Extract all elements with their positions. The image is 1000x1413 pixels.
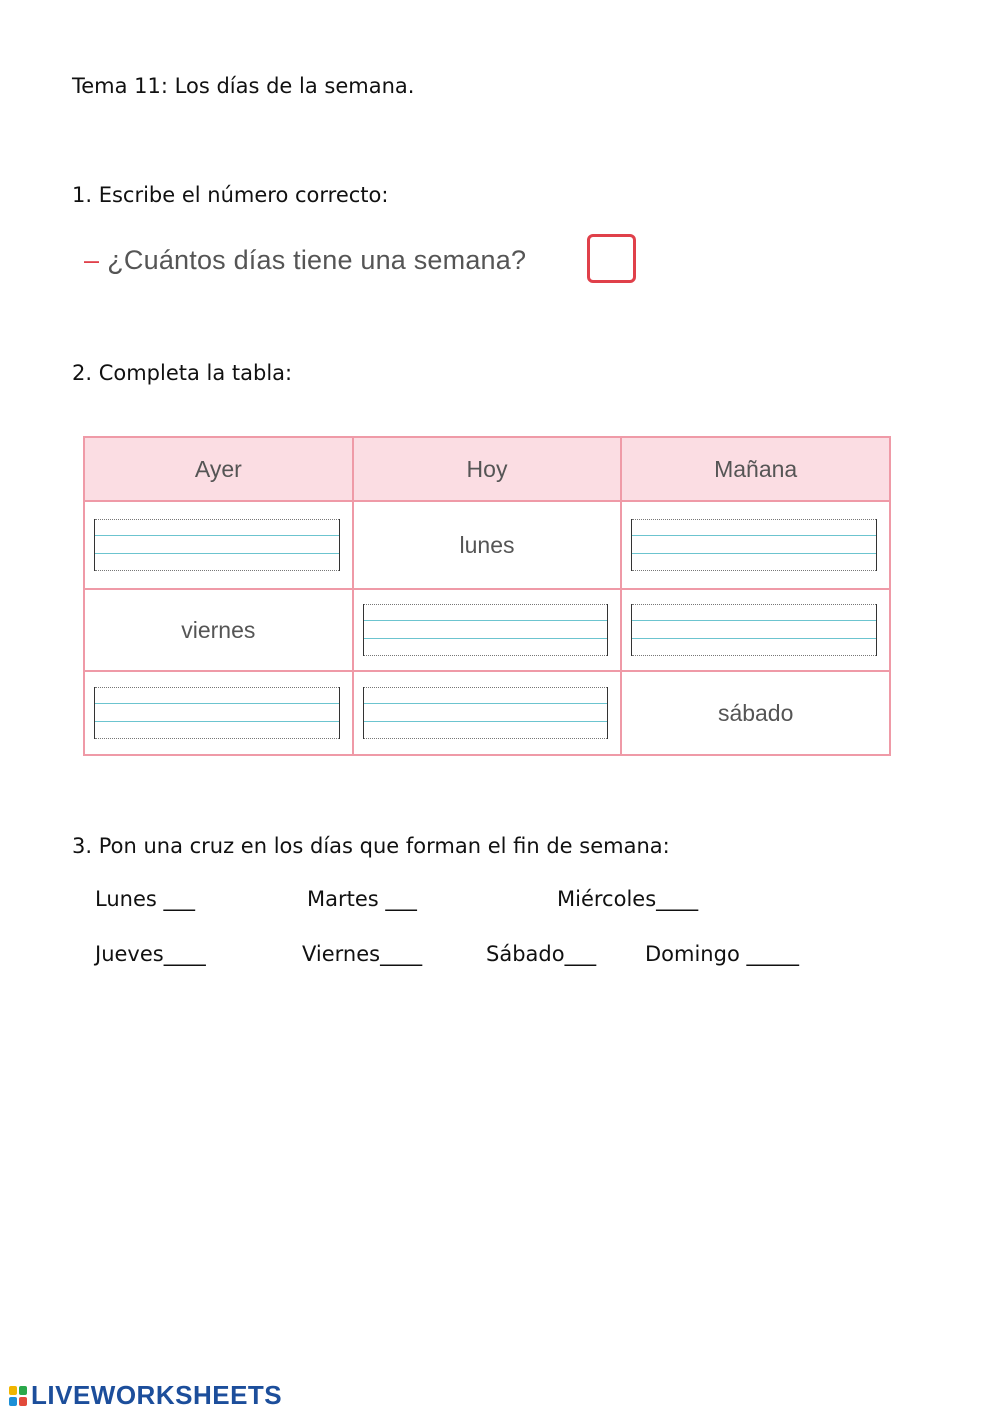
day-cell: sábado (717, 699, 794, 726)
write-cell[interactable] (622, 502, 889, 588)
question-1-prompt (84, 245, 526, 276)
footer-logo[interactable] (8, 1380, 282, 1411)
day-option-domingo[interactable]: Domingo _____ (645, 942, 799, 966)
table-row (85, 502, 889, 590)
brand-name: LIVEWORKSHEETS (31, 1380, 283, 1410)
day-option-jueves[interactable]: Jueves____ (95, 942, 206, 966)
day-option-martes[interactable]: Martes ___ (307, 887, 417, 911)
writing-lines[interactable] (631, 519, 877, 571)
question-3-heading: 3. Pon una cruz en los días que forman el fin de semana: (72, 834, 670, 858)
writing-lines[interactable] (363, 604, 609, 656)
dash-mark: – (84, 245, 100, 275)
write-cell[interactable] (622, 590, 889, 670)
day-option-lunes[interactable]: Lunes ___ (95, 887, 195, 911)
table-header-row (85, 438, 889, 502)
header-manana: Mañana (714, 455, 798, 482)
days-table (83, 436, 891, 756)
liveworksheets-logo-icon (8, 1385, 28, 1407)
header-hoy: Hoy (354, 438, 623, 500)
writing-lines[interactable] (631, 604, 877, 656)
writing-lines[interactable] (363, 687, 609, 739)
question-1-text: ¿Cuántos días tiene una semana? (107, 245, 527, 275)
day-option-sabado[interactable]: Sábado___ (486, 942, 597, 966)
day-cell: viernes (85, 590, 354, 670)
day-cell: lunes (354, 502, 623, 588)
day-option-miercoles[interactable]: Miércoles____ (557, 887, 699, 911)
write-cell[interactable] (354, 672, 623, 754)
writing-lines[interactable] (94, 519, 340, 571)
question-1-heading: 1. Escribe el número correcto: (72, 183, 389, 207)
table-row (85, 672, 889, 754)
answer-box-input[interactable] (587, 234, 636, 283)
table-row (85, 590, 889, 672)
day-option-viernes[interactable]: Viernes____ (302, 942, 423, 966)
writing-lines[interactable] (94, 687, 340, 739)
write-cell[interactable] (354, 590, 623, 670)
write-cell[interactable] (85, 672, 354, 754)
question-2-heading: 2. Completa la tabla: (72, 361, 293, 385)
write-cell[interactable] (85, 502, 354, 588)
header-ayer: Ayer (85, 438, 354, 500)
worksheet-title: Tema 11: Los días de la semana. (72, 74, 415, 98)
